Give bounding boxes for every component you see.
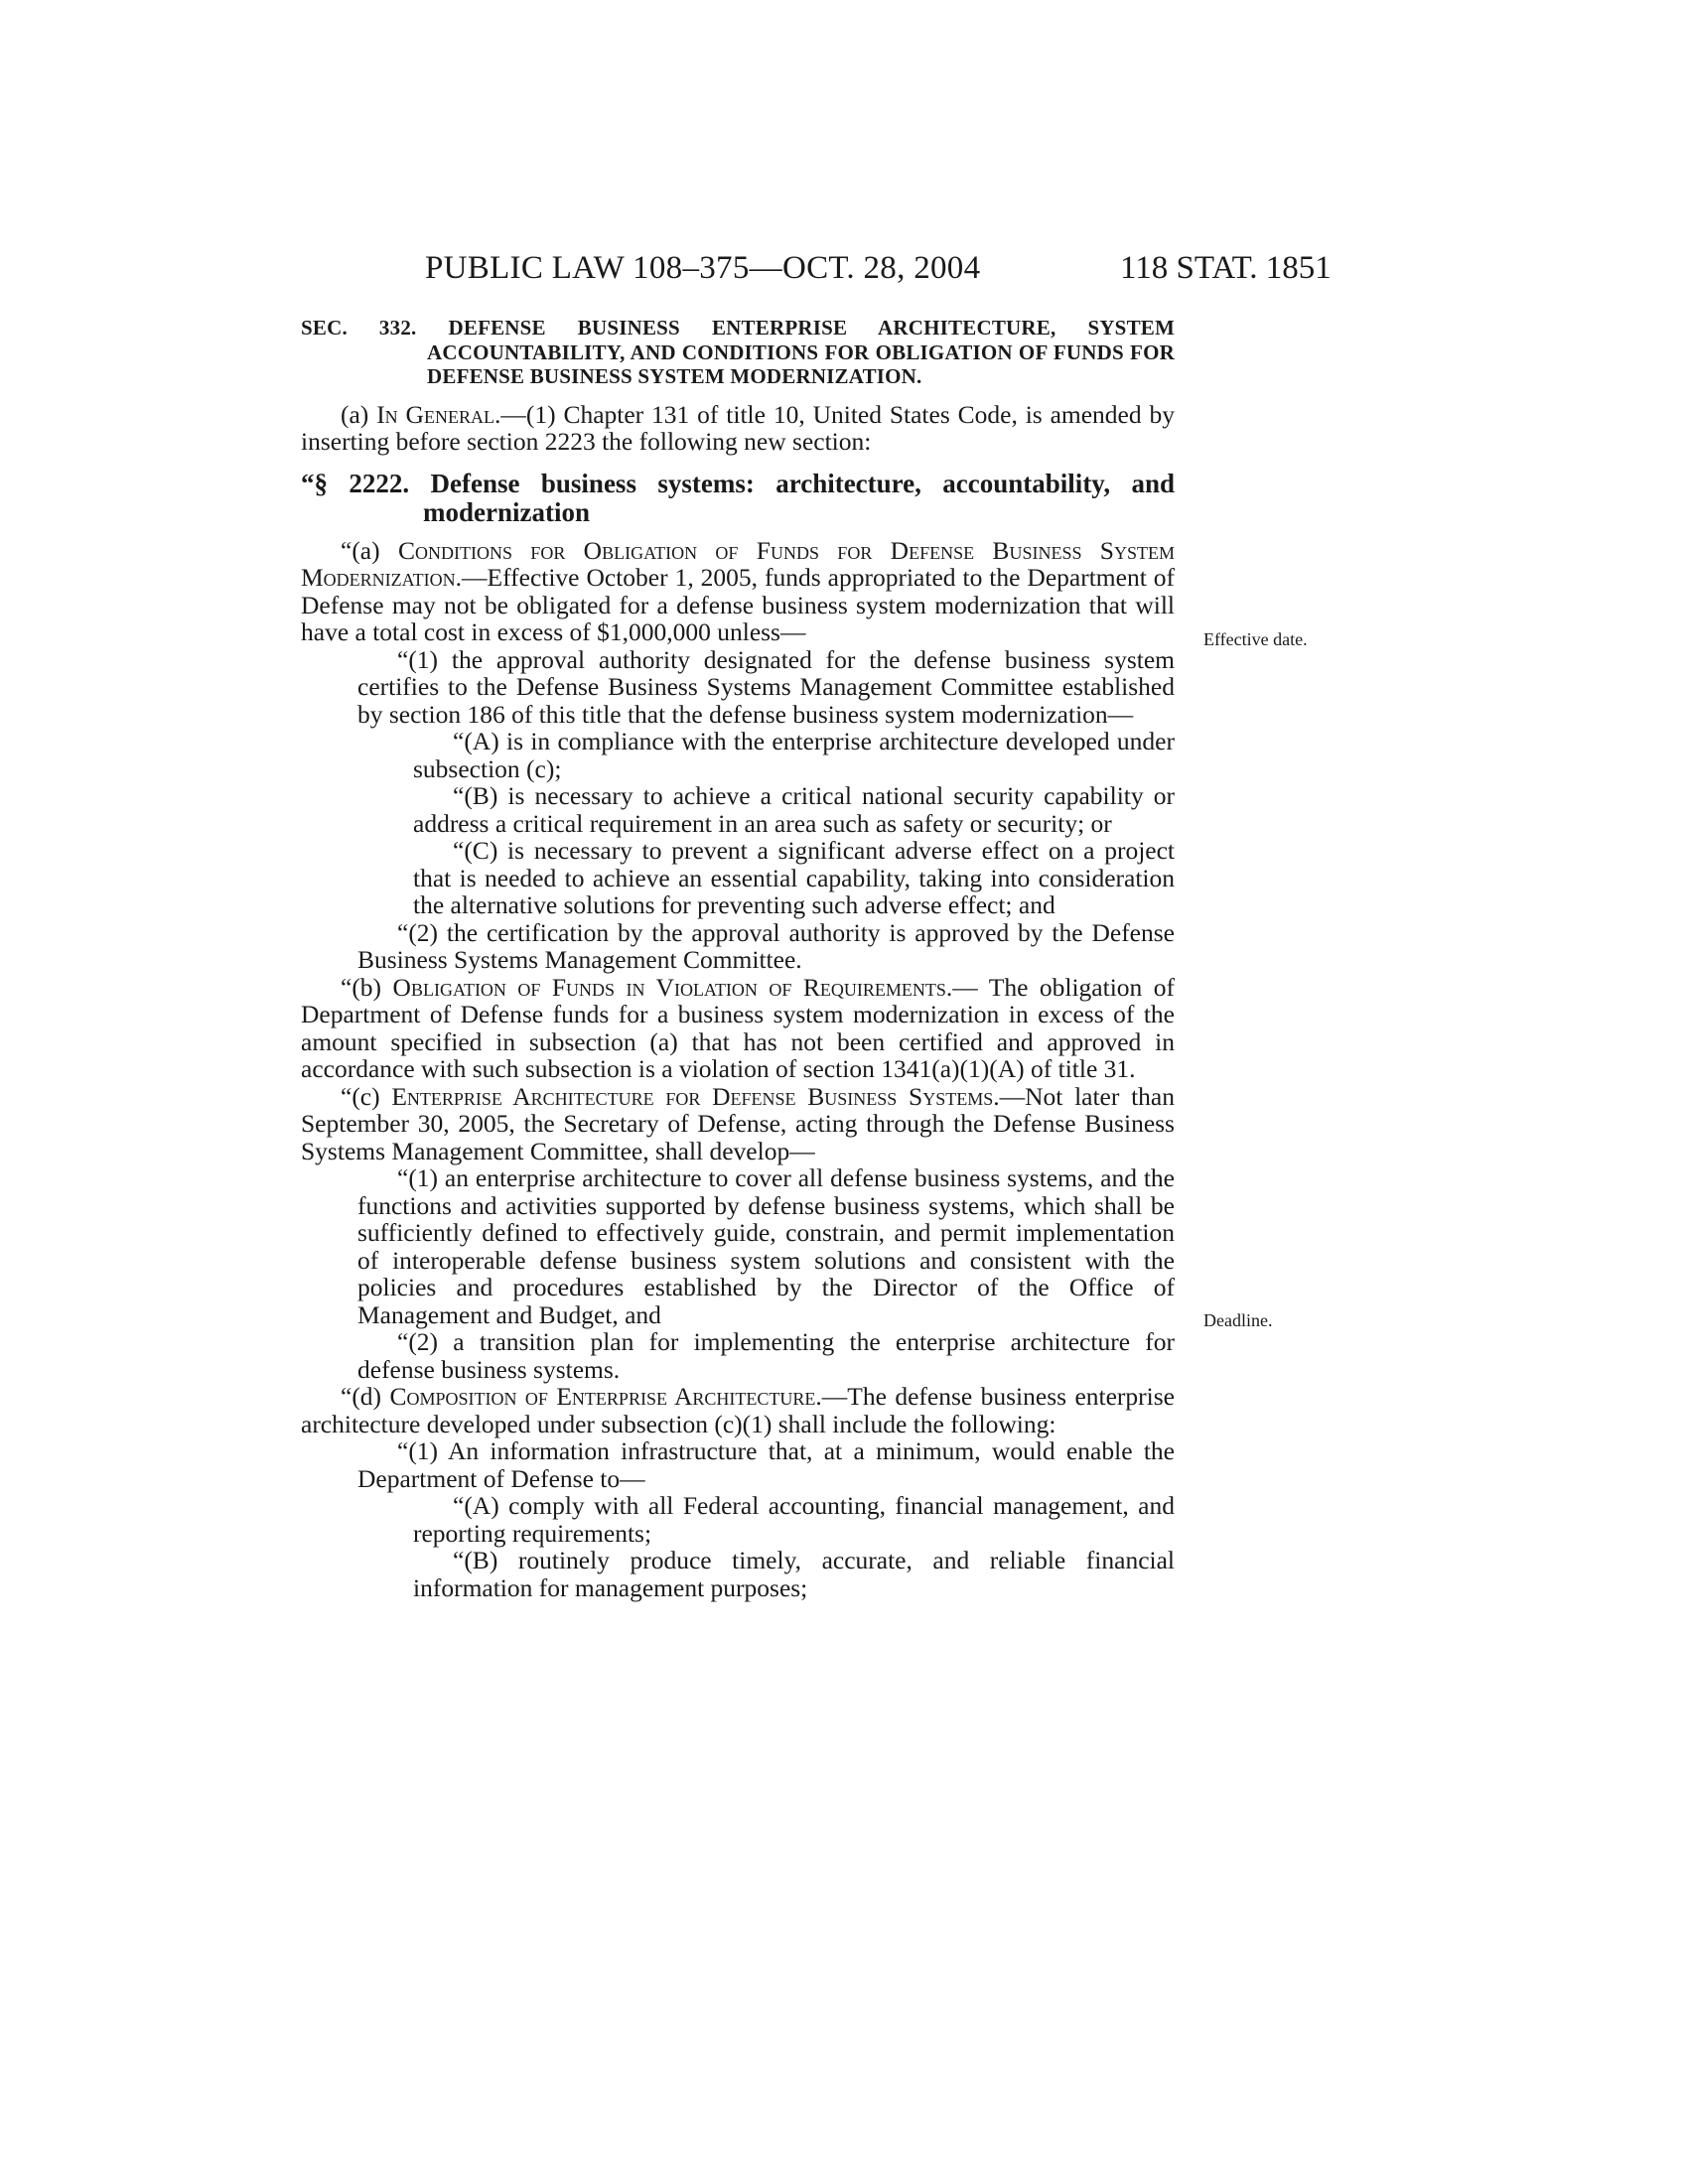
paragraph-label: “(d) [341, 1382, 390, 1411]
subsection-caption: In General [376, 399, 494, 429]
clause-a2: “(2) the certification by the approval authority is approved by the Defense Business Systems Management Committee. [357, 917, 1175, 974]
paragraph-text: .—Not later than September 30, 2005, the Secretary of Defense, acting through the Defense Business Systems Management Committee, shall develop— [301, 1081, 1175, 1165]
subsection-label: (a) [341, 399, 377, 429]
paragraph-label: “(c) [341, 1081, 392, 1111]
clause-a1B: “(B) is necessary to achieve a critical national security capability or address a critical requirement in an area such as safety or security; or [413, 781, 1175, 838]
clause-a1C: “(C) is necessary to prevent a significant adverse effect on a project that is needed to achieve an essential capability, taking into consideration the alternative solutions for preventing such adverse effect; and [413, 836, 1175, 919]
paragraph-label: “(a) [341, 535, 398, 565]
clause-a1A: “(A) is in compliance with the enterprise architecture developed under subsection (c); [413, 727, 1175, 783]
clause-d1: “(1) An information infrastructure that, at a minimum, would enable the Department of Defense to— [357, 1436, 1175, 1493]
margin-note-deadline: Deadline. [1203, 1310, 1273, 1330]
stat-page-number: 118 STAT. 1851 [1120, 250, 1332, 286]
clause-c2: “(2) a transition plan for implementing the enterprise architecture for defense business systems. [357, 1327, 1175, 1384]
paragraph-text: .—The defense business enterprise architecture developed under subsection (c)(1) shall include the following: [301, 1382, 1175, 1438]
paragraph-caption: Composition of Enterprise Architecture [389, 1382, 816, 1411]
running-title: PUBLIC LAW 108–375—OCT. 28, 2004 [425, 250, 981, 286]
paragraph-d-composition [301, 1383, 1175, 1437]
paragraph-text: .— The obligation of Department of Defense funds for a business system modernization in excess of the amount specified in subsection (a) that has not been certified and approved in accordance with such subsection is a violation of section 1341(a)(1)(A) of title 31. [301, 972, 1175, 1083]
section-heading: SEC. 332. DEFENSE BUSINESS ENTERPRISE ARCHITECTURE, SYSTEM ACCOUNTABILITY, AND CONDITIONS FOR OBLIGATION OF FUNDS FOR DEFENSE BUSINESS SYSTEM MODERNIZATION. [301, 316, 1175, 388]
paragraph-caption: Enterprise Architecture for Defense Business Systems [391, 1081, 994, 1111]
paragraph-c-enterprise-architecture [301, 1083, 1175, 1165]
clause-a1: “(1) the approval authority designated for the defense business system certifies to the Defense Business Systems Management Committee established by section 186 of this title that the defense business system modernization— [357, 644, 1175, 729]
margin-note-effective-date: Effective date. [1203, 629, 1308, 649]
subsection-text: .—(1) Chapter 131 of title 10, United States Code, is amended by inserting before section 2223 the following new section: [301, 399, 1175, 456]
paragraph-b-obligation [301, 974, 1175, 1083]
clause-d1B: “(B) routinely produce timely, accurate, and reliable financial information for management purposes; [413, 1546, 1175, 1602]
paragraph-label: “(b) [341, 972, 393, 1002]
body-text [301, 316, 1175, 1601]
paragraph-text: .—Effective October 1, 2005, funds appropriated to the Department of Defense may not be obligated for a defense business system modernization that will have a total cost in excess of $1,000,000 unless— [301, 563, 1175, 646]
amended-section-heading: “§ 2222. Defense business systems: architecture, accountability, and modernization [301, 468, 1175, 527]
paragraph-caption: Conditions for Obligation of Funds for Defense Business System Modernization [301, 535, 1175, 592]
clause-c1: “(1) an enterprise architecture to cover all defense business systems, and the functions and activities supported by defense business systems, which shall be sufficiently defined to effectively guide, constrain, and permit implementation of interoperable defense business system solutions and consistent with the policies and procedures established by the Director of the Office of Management and Budget, and [357, 1163, 1175, 1329]
paragraph-caption: Obligation of Funds in Violation of Requirements [392, 972, 946, 1002]
clause-d1A: “(A) comply with all Federal accounting, financial management, and reporting requirements; [413, 1491, 1175, 1548]
paragraph-a-conditions [301, 537, 1175, 646]
subsection-a-general [301, 401, 1175, 456]
